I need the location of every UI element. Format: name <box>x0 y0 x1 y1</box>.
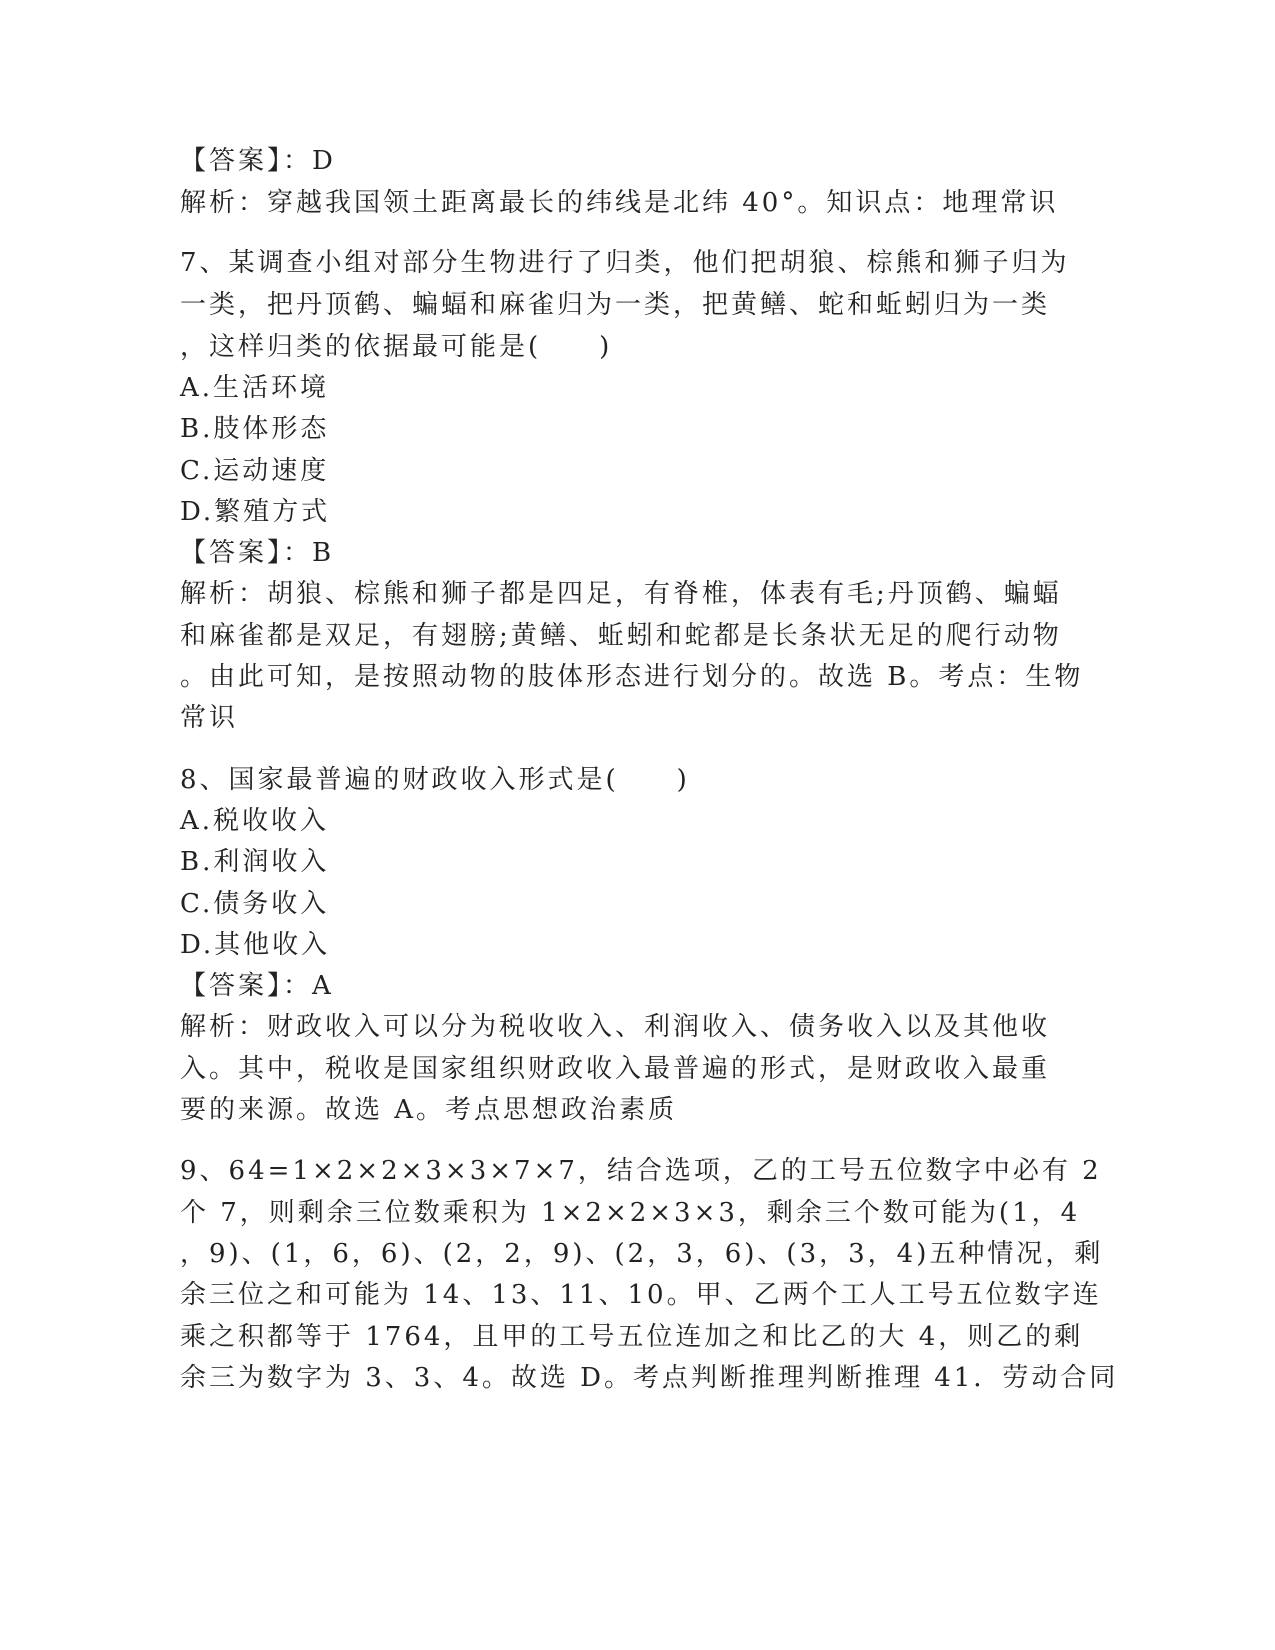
q7-analysis-line-4: 常识 <box>180 703 239 733</box>
q7-option-a: A.生活环境 <box>180 373 330 403</box>
q7-analysis-line-1: 解析：胡狼、棕熊和狮子都是四足，有脊椎，体表有毛;丹顶鹤、蝙蝠 <box>180 579 1062 609</box>
q9-line-6: 余三为数字为 3、3、4。故选 D。考点判断推理判断推理 41．劳动合同 <box>180 1363 1119 1393</box>
q9-line-2: 个 7，则剩余三位数乘积为 1×2×2×3×3，剩余三个数可能为(1，4 <box>180 1198 1081 1228</box>
q8-option-d: D.其他收入 <box>180 930 331 960</box>
q7-option-c: C.运动速度 <box>180 456 330 486</box>
q8-stem: 8、国家最普遍的财政收入形式是( ) <box>180 765 690 795</box>
q7-analysis-line-2: 和麻雀都是双足，有翅膀;黄鳝、蚯蚓和蛇都是长条状无足的爬行动物 <box>180 621 1062 651</box>
q8-analysis-line-2: 入。其中，税收是国家组织财政收入最普遍的形式，是财政收入最重 <box>180 1054 1051 1084</box>
q7-stem-line-1: 7、某调查小组对部分生物进行了归类，他们把胡狼、棕熊和狮子归为 <box>180 248 1070 278</box>
q8-answer: 【答案】：A <box>180 971 334 1001</box>
q6-answer: 【答案】：D <box>180 146 336 176</box>
q9-line-3: ，9)、(1，6，6)、(2，2，9)、(2，3，6)、(3，3，4)五种情况，剩 <box>180 1239 1104 1269</box>
q7-option-d: D.繁殖方式 <box>180 497 331 527</box>
q7-stem-line-2: 一类，把丹顶鹤、蝙蝠和麻雀归为一类，把黄鳝、蛇和蚯蚓归为一类 <box>180 290 1051 320</box>
q7-answer: 【答案】：B <box>180 538 335 568</box>
q9-line-1: 9、64=1×2×2×3×3×7×7，结合选项，乙的工号五位数字中必有 2 <box>180 1156 1102 1186</box>
q7-stem-line-3: ，这样归类的依据最可能是( ) <box>180 332 613 362</box>
q8-analysis-line-1: 解析：财政收入可以分为税收收入、利润收入、债务收入以及其他收 <box>180 1012 1051 1042</box>
q8-option-c: C.债务收入 <box>180 889 330 919</box>
q7-option-b: B.肢体形态 <box>180 414 330 444</box>
q7-analysis-line-3: 。由此可知，是按照动物的肢体形态进行划分的。故选 B。考点：生物 <box>180 662 1084 692</box>
q9-line-4: 余三位之和可能为 14、13、11、10。甲、乙两个工人工号五位数字连 <box>180 1280 1102 1310</box>
q6-analysis: 解析：穿越我国领土距离最长的纬线是北纬 40°。知识点：地理常识 <box>180 188 1059 218</box>
q8-option-b: B.利润收入 <box>180 847 330 877</box>
q8-option-a: A.税收收入 <box>180 806 330 836</box>
q9-line-5: 乘之积都等于 1764，且甲的工号五位连加之和比乙的大 4，则乙的剩 <box>180 1322 1084 1352</box>
q8-analysis-line-3: 要的来源。故选 A。考点思想政治素质 <box>180 1095 678 1125</box>
